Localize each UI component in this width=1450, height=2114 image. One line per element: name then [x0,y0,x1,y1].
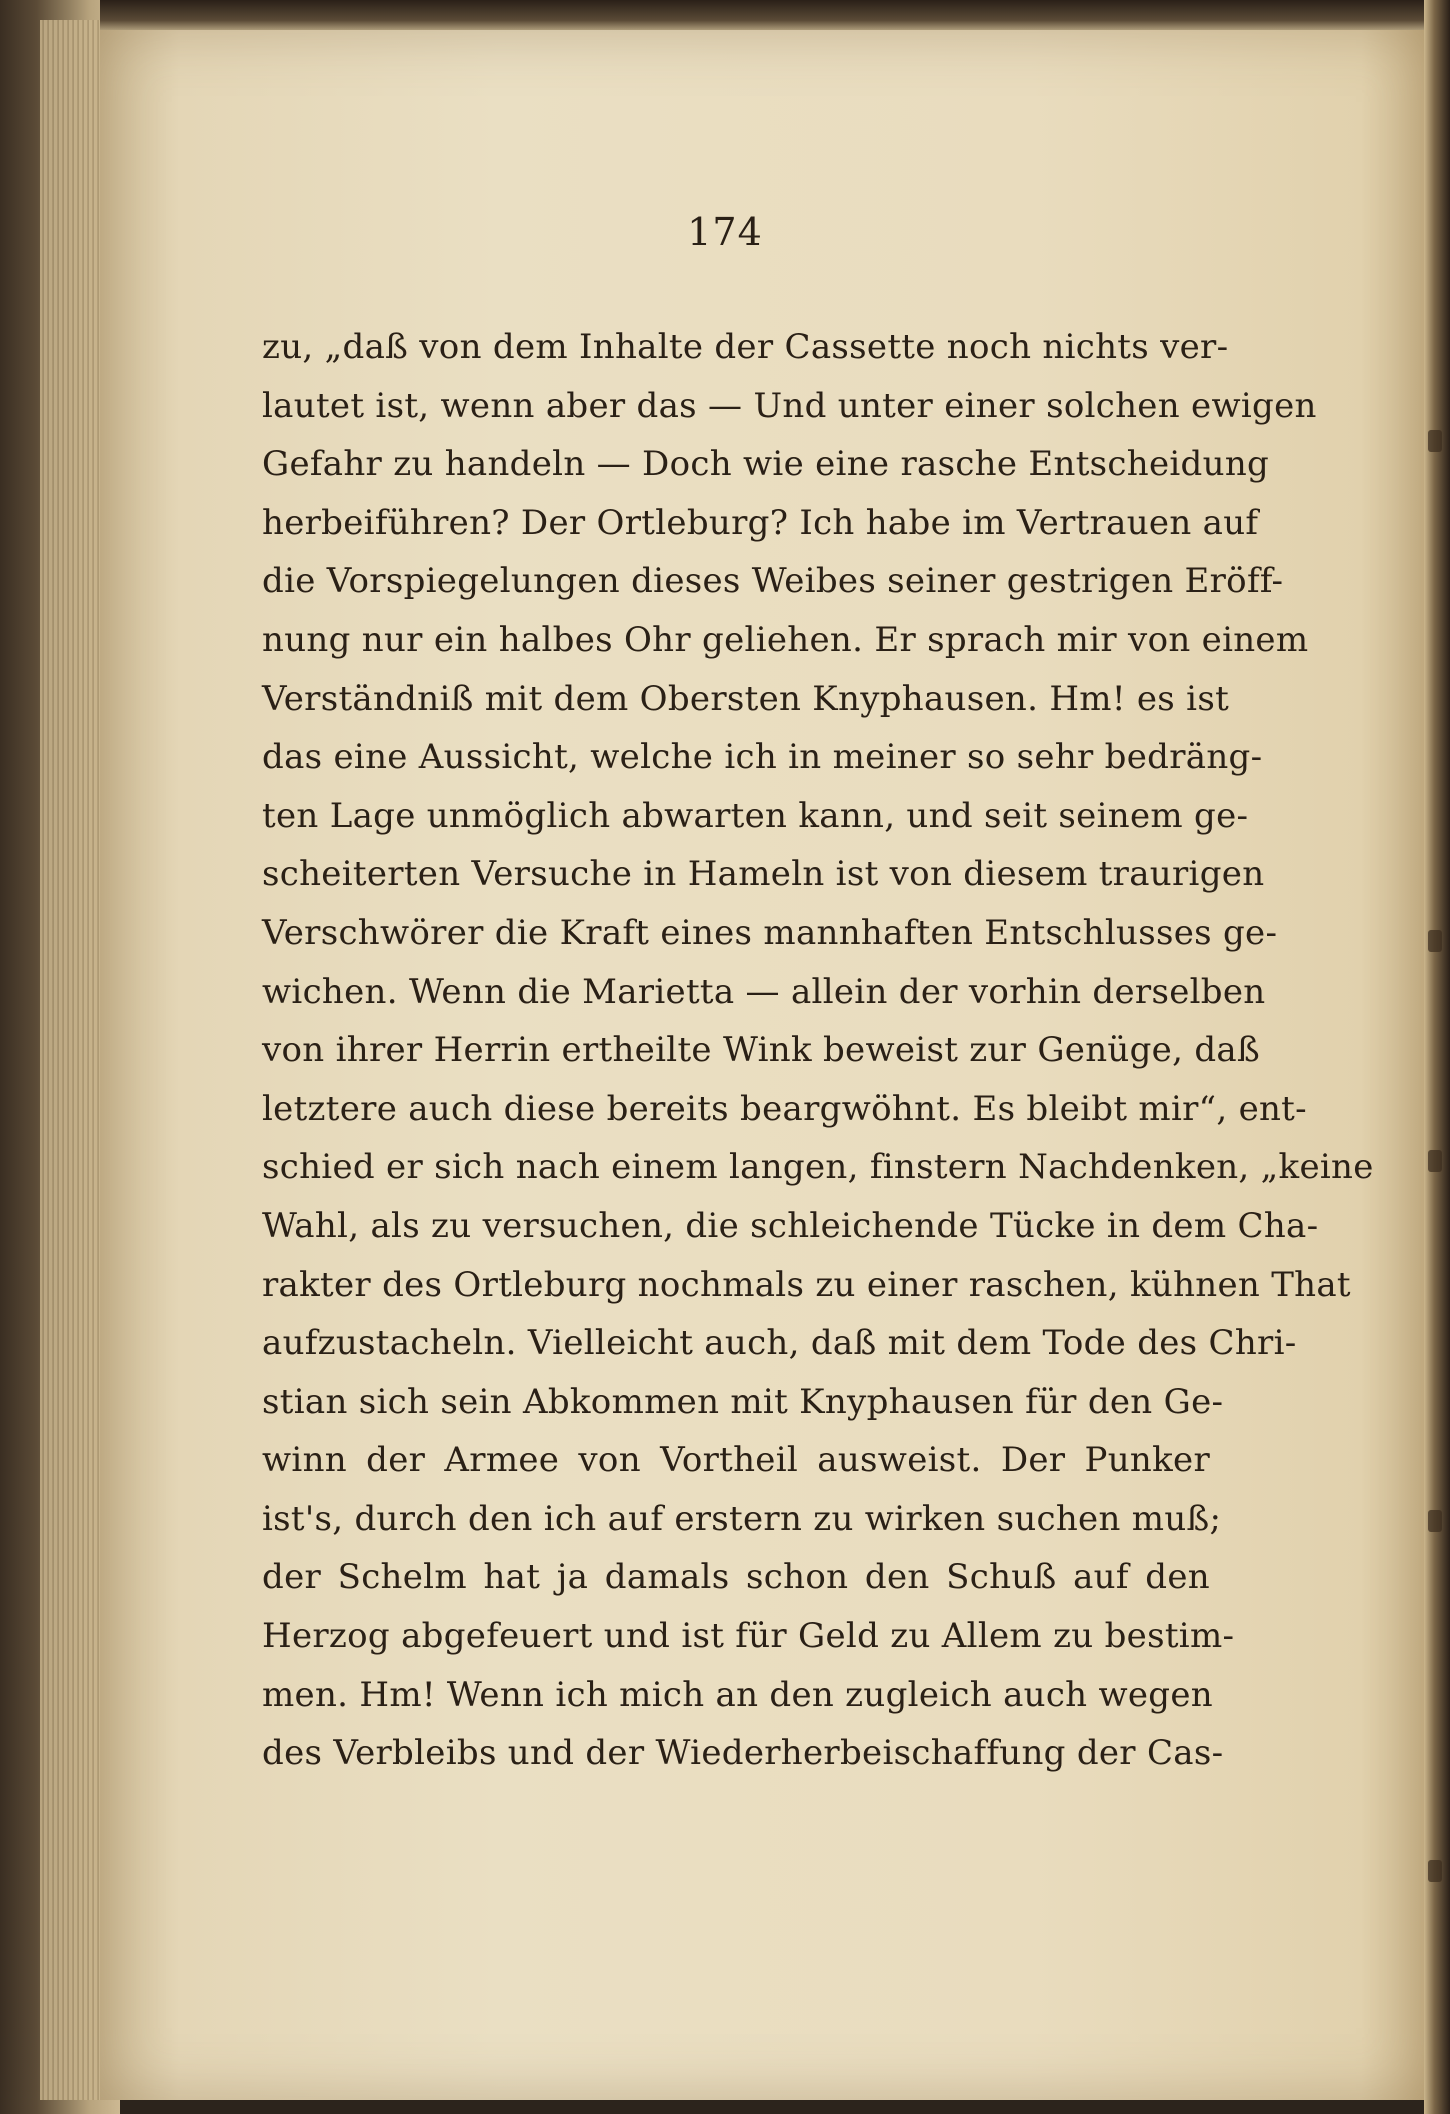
text-line: der Schelm hat ja damals schon den Schuß auf den [262,1557,1210,1598]
margin-mark [1428,930,1442,952]
text-line: letztere auch diese bereits beargwöhnt. Es bleibt mir“, ent- [262,1088,1307,1129]
margin-mark [1428,1860,1442,1882]
text-line: das eine Aussicht, welche ich in meiner so sehr bedräng- [262,737,1263,778]
text-line: des Verbleibs und der Wiederherbeischaffung der Cas- [262,1733,1224,1774]
margin-mark [1428,430,1442,452]
text-line: nung nur ein halbes Ohr geliehen. Er sprach mir von einem [262,619,1309,660]
text-line: zu, „daß von dem Inhalte der Cassette noch nichts ver- [262,327,1229,367]
text-line: Verschwörer die Kraft eines mannhaften Entschlusses ge- [262,912,1278,953]
text-line: scheiterten Versuche in Hameln ist von diesem traurigen [262,854,1265,895]
text-line: ten Lage unmöglich abwarten kann, und seit seinem ge- [262,795,1249,836]
page-number: 174 [687,210,763,254]
text-line: Wahl, als zu versuchen, die schleichende Tücke in dem Cha- [262,1205,1319,1246]
book-right-edge [1424,0,1450,2114]
book-top-edge [100,0,1450,34]
text-line: Verständniß mit dem Obersten Knyphausen. Hm! es ist [262,678,1230,719]
text-line: men. Hm! Wenn ich mich an den zugleich auch wegen [262,1674,1213,1715]
text-line: herbeiführen? Der Ortleburg? Ich habe im Vertrauen auf [262,502,1259,543]
margin-mark [1428,1150,1442,1172]
text-line: winn der Armee von Vortheil ausweist. Der Punker [262,1440,1210,1481]
text-line: Gefahr zu handeln — Doch wie eine rasche Entscheidung [262,444,1270,485]
text-line: wichen. Wenn die Marietta — allein der vorhin derselben [262,971,1266,1012]
body-text [262,318,1374,1783]
text-line: Herzog abgefeuert und ist für Geld zu Allem zu bestim- [262,1616,1235,1657]
text-line: aufzustacheln. Vielleicht auch, daß mit dem Tode des Chri- [262,1323,1297,1364]
text-line: die Vorspiegelungen dieses Weibes seiner gestrigen Eröff- [262,561,1284,602]
text-line: ist's, durch den ich auf erstern zu wirken suchen muß; [262,1498,1222,1539]
margin-mark [1428,1510,1442,1532]
text-line: lautet ist, wenn aber das — Und unter einer solchen ewigen [262,385,1317,426]
text-line: rakter des Ortleburg nochmals zu einer raschen, kühnen That [262,1264,1351,1305]
text-line: schied er sich nach einem langen, finstern Nachdenken, „keine [262,1147,1374,1188]
text-line: von ihrer Herrin ertheilte Wink beweist zur Genüge, daß [262,1030,1260,1071]
text-line: stian sich sein Abkommen mit Knyphausen für den Ge- [262,1381,1224,1422]
